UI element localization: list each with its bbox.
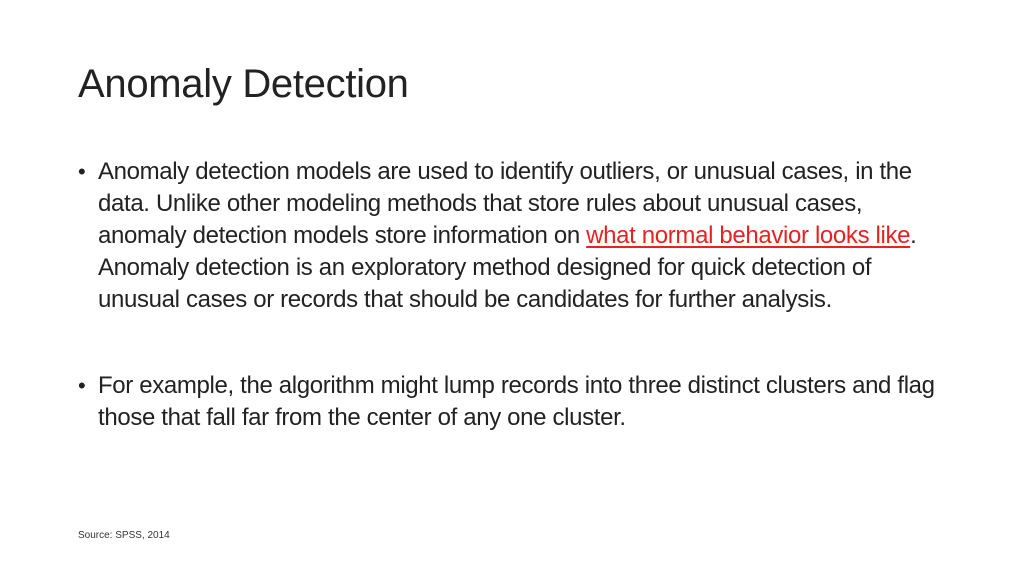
bullet-text-intro: Anomaly detection models are used to identify outliers, or unusual cases, in the data. Unlike other modeling methods that store rules about unusual cases, anomaly detection models store information on xyxy=(98,158,912,249)
bullet-text-example: For example, the algorithm might lump records into three distinct clusters and flag those that fall far from the center of any one cluster. xyxy=(98,372,935,431)
source-citation: Source: SPSS, 2014 xyxy=(78,530,170,541)
bullet-list xyxy=(78,156,948,434)
slide-title: Anomaly Detection xyxy=(78,62,409,106)
bullet-text-continuation: . Anomaly detection is an exploratory method designed for quick detection of unusual cases or records that should be candidates for further analysis. xyxy=(98,222,917,313)
bullet-item-definition xyxy=(78,156,948,316)
bullet-marker: • xyxy=(78,373,86,398)
bullet-marker: • xyxy=(78,159,86,184)
bullet-item-example xyxy=(78,370,948,434)
normal-behavior-link[interactable]: what normal behavior looks like xyxy=(586,222,911,249)
